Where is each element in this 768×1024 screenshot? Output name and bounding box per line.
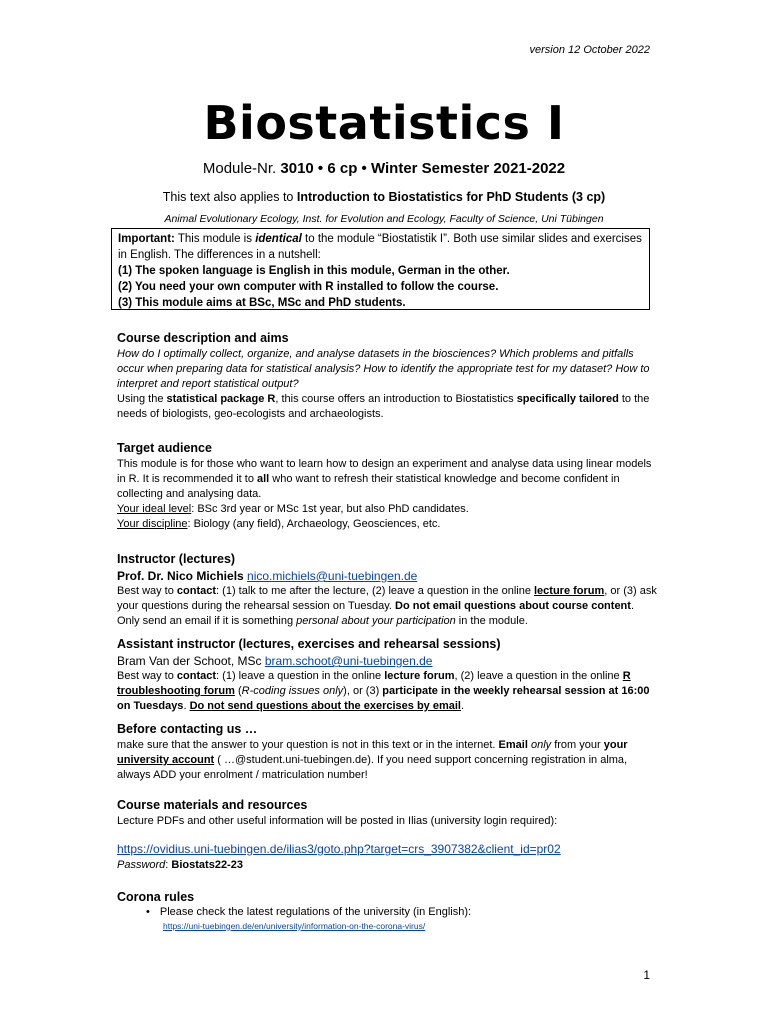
assistant-contact: Best way to contact: (1) leave a question in the online lecture forum, (2) leave a question in the online R troubleshooting forum (R-coding issues only), or (3) participate in the weekly rehearsal session at 16:00 on Tuesdays. Do not send questions about the exercises by email. (117, 670, 650, 712)
target-audience-section (117, 440, 657, 532)
page-number: 1 (643, 968, 650, 982)
before-text: make sure that the answer to your question is not in this text or in the internet. Email only from your your university account ( …@student.uni-tuebingen.de). If you need support concerning registration in alma, always ADD your enrolment / matriculation number! (117, 739, 628, 781)
instructor-contact: Best way to contact: (1) talk to me after the lecture, (2) leave a question in the online lecture forum, or (3) ask your questions during the rehearsal session on Tuesday. Do not email questions about course content. Only send an email if it is something personal about your participation in the module. (117, 585, 657, 627)
instructor-email-link[interactable]: nico.michiels@uni-tuebingen.de (247, 569, 418, 583)
version-date: version 12 October 2022 (529, 44, 650, 56)
audience-text: This module is for those who want to learn how to design an experiment and analyse data using linear models in R. It is recommended it to all who want to refresh their statistical knowledge and become confident in collecting and analysing data. (117, 458, 652, 500)
instructor-section (117, 551, 657, 629)
section-heading: Target audience (117, 441, 212, 455)
discipline: Your discipline: Biology (any field), Archaeology, Geosciences, etc. (117, 518, 441, 530)
description-text: Using the statistical package R, this course offers an introduction to Biostatistics specifically tailored to the needs of biologists, geo-ecologists and archaeologists. (117, 393, 650, 420)
ilias-link[interactable]: https://ovidius.uni-tuebingen.de/ilias3/goto.php?target=crs_3907382&client_id=pr02 (117, 842, 561, 856)
applies-note: This text also applies to Introduction to Biostatistics for PhD Students (3 cp) (162, 190, 606, 204)
section-heading: Assistant instructor (lectures, exercises and rehearsal sessions) (117, 637, 501, 651)
ideal-level: Your ideal level: BSc 3rd year or MSc 1st year, but also PhD candidates. (117, 503, 469, 515)
important-box: Important: This module is identical to the module “Biostatistik I”. Both use similar slides and exercises in English. The differences in a nutshell: (1) The spoken language is English in this module, German in the other. (2) You need your own computer with R installed to follow the course. (3) This module aims at BSc, MSc and PhD students. (111, 228, 650, 310)
section-heading: Before contacting us … (117, 722, 258, 736)
bullet-icon: • (146, 906, 150, 918)
assistant-section (117, 636, 657, 714)
corona-info-link[interactable]: https://uni-tuebingen.de/en/university/information-on-the-corona-virus/ (163, 921, 426, 931)
page-title: Biostatistics I (203, 96, 565, 150)
password-line: Password: Biostats22-23 (117, 859, 243, 871)
section-heading: Corona rules (117, 890, 195, 904)
assistant-email-link[interactable]: bram.schoot@uni-tuebingen.de (264, 654, 433, 668)
assistant-name: Bram Van der Schoot, MSc bram.schoot@uni-tuebingen.de (117, 654, 433, 668)
before-contacting-section (117, 721, 657, 783)
description-questions: How do I optimally collect, organize, and analyse datasets in the biosciences? Which problems and pitfalls occur when preparing data for statistical analysis? How to identify the appropriate test for my dataset? How to interpret and report statistical output? (117, 348, 650, 390)
section-heading: Instructor (lectures) (117, 552, 236, 566)
module-line: Module-Nr. 3010 • 6 cp • Winter Semester 2021-2022 (202, 160, 566, 177)
instructor-name: Prof. Dr. Nico Michiels nico.michiels@uni-tuebingen.de (117, 569, 418, 583)
corona-bullet-item: • Please check the latest regulations of the university (in English): (146, 906, 472, 918)
institute-line: Animal Evolutionary Ecology, Inst. for Evolution and Ecology, Faculty of Science, Uni Tübingen (164, 213, 604, 225)
course-description-section (117, 330, 657, 422)
materials-section (117, 797, 657, 873)
materials-text: Lecture PDFs and other useful information will be posted in Ilias (university login required): (117, 815, 558, 827)
corona-section (117, 889, 657, 906)
section-heading: Course materials and resources (117, 798, 308, 812)
section-heading: Course description and aims (117, 331, 289, 345)
